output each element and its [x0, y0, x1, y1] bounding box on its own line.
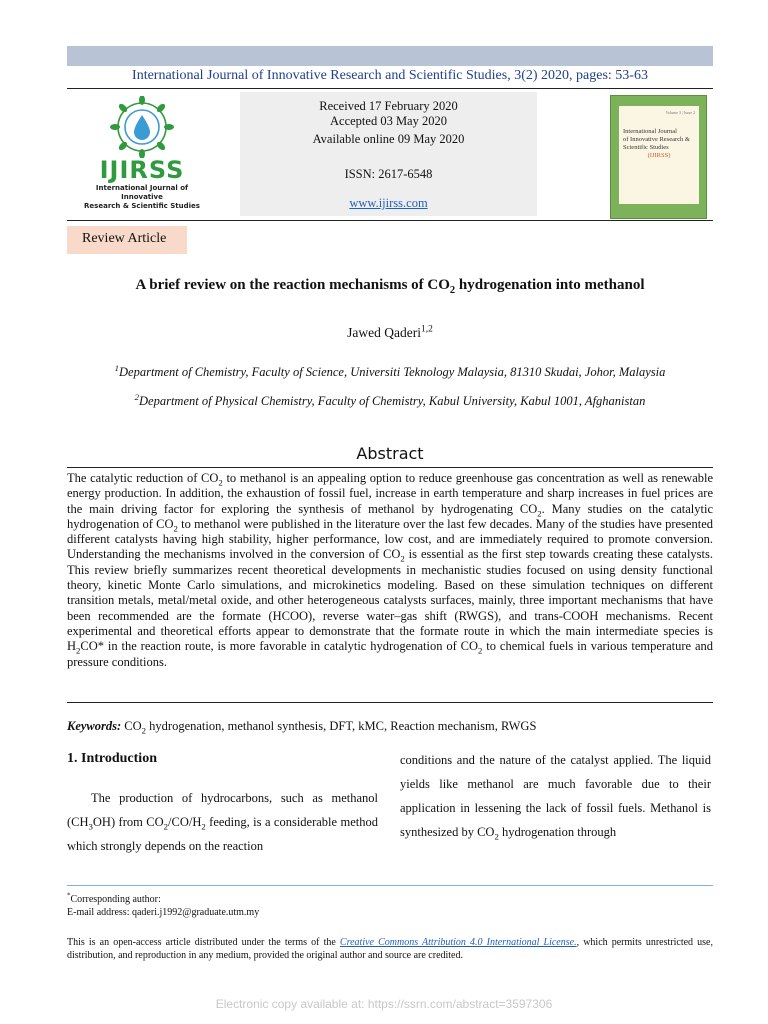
- divider: [67, 467, 713, 468]
- affiliation-1: $^1$Department of Chemistry, Faculty of Science, Universiti Teknology Malaysia, 81310 Skudai, Johor, Malaysia: [114, 362, 666, 379]
- license-link[interactable]: Creative Commons Attribution 4.0 International License.: [339, 937, 577, 948]
- affiliation-2: $^2$Department of Physical Chemistry, Faculty of Chemistry, Kabul University, Kabul 1001, Afghanistan: [134, 391, 646, 408]
- intro-left-column: The production of hydrocarbons, such as methanol $(CH_3OH)$ from $CO_2/CO/H_2$ feeding, is a considerable method which strongly depends on the reaction: [67, 791, 378, 853]
- license-notice: This is an open-access article distributed under the terms of the Creative Commons Attribution 4.0 International License., which permits unrestricted use, distribution, and reproduction in any medium, provided the original author and source are credited.: [67, 937, 713, 961]
- article-title: A brief review on the reaction mechanisms of $CO_2$ hydrogenation into methanol: [135, 277, 645, 296]
- abstract-text: The catalytic reduction of $CO_2$ to methanol is an appealing option to reduce greenhouse gas concentration as well as renewable energy production. In addition, the exhaustion of fossil fuel, increase in earth temperature and sharp increases in fuel prices are the main driving factor for exploring the synthesis of methanol by hydrogenating $CO_2$. Many studies on the catalytic hydrogenation of $CO_2$ to methanol were published in the literature over the last few decades. Many of the studies have presented different catalysts having high stability, higher performance, low cost, and are immediately required to promote conversion. Understanding the mechanisms involved in the conversion of $CO_2$ is essential as the first step towards creating these catalysts. This review briefly summarizes recent theoretical developments in mechanistic studies focused on using density functional theory, kinetic Monte Carlo simulations, and microkinetics modeling. Based on these simulation techniques on different transition metals, metal/metal oxide, and other heterogeneous catalysts surfaces, mainly, three important mechanisms that have been recommended are the formate (HCOO), reverse water–gas shift (RWGS), and trans-COOH mechanisms. Recent experimental and theoretical efforts appear to demonstrate that the formate route in which the main intermediate species is $H_2CO*$ in the reaction route, is more favorable in catalytic hydrogenation of $CO_2$ to chemical fuels in various temperature and pressure conditions.: [67, 471, 714, 669]
- available-date: Available online 09 May 2020: [312, 132, 465, 146]
- journal-cover-thumbnail: Volume 3 | Issue 2 International Journal of Innovative Research & Scientific Studies (IJIRSS): [610, 95, 707, 219]
- journal-citation: International Journal of Innovative Research and Scientific Studies, 3(2) 2020, pages: 53-63: [132, 68, 648, 83]
- received-date: Received 17 February 2020: [319, 99, 458, 113]
- intro-right-column: conditions and the nature of the catalyst applied. The liquid yields like methanol are much favorable due to their application in lessening the lack of fossil fuels. Methanol is synthesized by $CO_2$ hydrogenation through: [400, 753, 711, 842]
- divider: [67, 88, 713, 89]
- article-type-badge: Review Article: [67, 226, 187, 254]
- divider: [67, 702, 713, 703]
- divider: [67, 220, 713, 221]
- journal-website-link[interactable]: www.ijirss.com: [349, 196, 428, 210]
- issn: ISSN: 2617-6548: [344, 167, 433, 181]
- footnote-divider: [67, 885, 713, 886]
- accepted-date: Accepted 03 May 2020: [330, 114, 447, 128]
- header-bar: [67, 46, 713, 66]
- logo-emblem-icon: [107, 96, 177, 158]
- logo-acronym: IJIRSS: [99, 156, 185, 184]
- section-heading-introduction: 1. Introduction: [67, 751, 157, 766]
- ssrn-watermark: Electronic copy available at: https://ssrn.com/abstract=3597306: [215, 997, 553, 1011]
- logo-fullname: International Journal of Innovative Research & Scientific Studies: [84, 184, 200, 210]
- corresponding-author: *Corresponding author:: [67, 891, 161, 905]
- article-dates-box: [240, 92, 537, 216]
- cover-title: International Journal of Innovative Research & Scientific Studies (IJIRSS): [623, 128, 690, 159]
- author-name: Jawed Qaderi$^{1,2}$: [347, 324, 433, 340]
- journal-logo: [82, 96, 202, 210]
- author-email: E-mail address: qaderi.j1992@graduate.utm.my: [67, 907, 260, 918]
- abstract-heading: Abstract: [356, 444, 424, 463]
- keywords: Keywords: $CO_2$ hydrogenation, methanol synthesis, DFT, kMC, Reaction mechanism, RWGS: [67, 719, 537, 736]
